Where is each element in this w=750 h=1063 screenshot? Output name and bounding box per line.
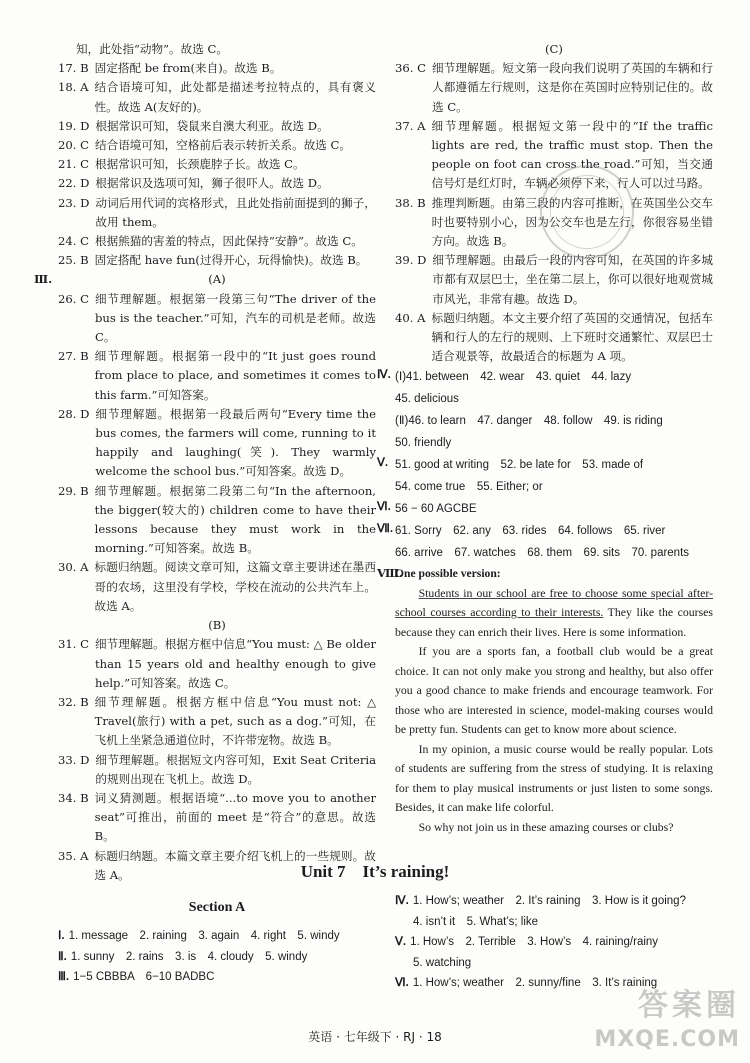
answer-line bbox=[58, 967, 376, 988]
answer-text: 1. message 2. raining 3. again 4. right 5. windy bbox=[68, 930, 340, 942]
roman-numeral: Ⅲ. bbox=[58, 971, 70, 983]
passage-label: (B) bbox=[208, 618, 226, 633]
item-number: 32. B bbox=[58, 694, 89, 709]
answer-line: (Ⅱ)46. to learn 47. danger 48. follow 49. is riding bbox=[395, 415, 663, 428]
answer-item bbox=[58, 136, 376, 155]
item-number: 38. B bbox=[395, 195, 426, 210]
item-number: 29. B bbox=[58, 483, 89, 498]
item-number: 27. B bbox=[58, 349, 89, 364]
item-explanation: 细节理解题。由最后一段的内容可知，在英国的许多城市都有双层巴士，坐在第二层上，你可以很好地观赏城市风光，非常有趣。故选 D。 bbox=[432, 253, 713, 306]
answer-item bbox=[58, 78, 376, 116]
item-number: 21. C bbox=[58, 157, 89, 172]
answer-line: 45. delicious bbox=[395, 393, 459, 406]
answer-item bbox=[395, 59, 713, 117]
essay-paragraph: If you are a sports fan, a football club would be a great choice. It can not only make you strong and healthy, but also offer you a good chance to make friends and encourage teamwork. For those who are interested in science, model-making courses would be pretty fun. Students can get to know more about science. bbox=[395, 644, 713, 737]
item-number: 22. D bbox=[58, 176, 90, 191]
item-number: 23. D bbox=[58, 195, 90, 210]
page-footer: 英语 · 七年级下 · RJ · 18 bbox=[308, 1030, 442, 1044]
answer-block bbox=[395, 932, 713, 973]
answer-block bbox=[377, 454, 713, 498]
item-number: 18. A bbox=[58, 80, 89, 95]
answer-item bbox=[58, 117, 376, 136]
item-explanation: 细节理解题。根据第二段第二句“In the afternoon, the bigger(较大的) children come to have their lessons because they must work in the morning.”可知答案。故选 B。 bbox=[94, 483, 376, 556]
answer-line: 54. come true 55. Either; or bbox=[395, 481, 543, 494]
roman-numeral: Ⅵ. bbox=[377, 501, 391, 514]
roman-numeral: Ⅰ. bbox=[58, 930, 65, 942]
writing-section bbox=[377, 564, 713, 837]
roman-numeral: Ⅱ. bbox=[58, 950, 67, 963]
answer-text: 1−5 CBBBA 6−10 BADBC bbox=[73, 971, 215, 983]
answer-text: 1. How’s 2. Terrible 3. How’s 4. raining/rainy bbox=[410, 936, 659, 948]
answer-text: 1. How’s; weather 2. It’s raining 3. How is it going? bbox=[412, 895, 686, 907]
unit-title: Unit 7 It’s raining! bbox=[300, 862, 450, 881]
item-number: 20. C bbox=[58, 138, 89, 153]
essay-label: One possible version: bbox=[395, 567, 501, 581]
item-explanation: 细节理解题。短文第一段向我们说明了英国的车辆和行人都遵循左行规则，这是你在英国时应特别记住的。故选 C。 bbox=[432, 61, 713, 114]
item-number: 25. B bbox=[58, 253, 89, 268]
answer-item bbox=[58, 405, 376, 482]
item-explanation: 细节理解题。根据短文第一段中的“If the traffic lights are red, the traffic must stop. Then the people on foot can cross the road.”可知，当交通信号灯是红灯时，车辆必须停下来，行人可以过马路。 bbox=[431, 118, 713, 191]
answer-line: 51. good at writing 52. be late for 53. made of bbox=[395, 459, 644, 472]
item-explanation: 结合语境可知，此处都是描述考拉特点的，具有褒义性。故选 A(友好的)。 bbox=[94, 80, 376, 114]
answer-item bbox=[58, 789, 376, 847]
answer-item bbox=[58, 290, 376, 348]
item-explanation: 细节理解题。根据第一段最后两句“Every time the bus comes, the farmers will come, running to it happily and laughing(笑). They warmly welcome the school bus.”可知答案。故选 D。 bbox=[95, 406, 376, 479]
essay bbox=[395, 584, 713, 838]
answer-text: 1. sunny 2. rains 3. is 4. cloudy 5. windy bbox=[70, 950, 308, 963]
item-number: 39. D bbox=[395, 253, 427, 268]
answer-line bbox=[58, 947, 376, 968]
watermark-text-bottom: MXQE.COM bbox=[594, 1027, 740, 1052]
answer-text: 5. watching bbox=[413, 956, 472, 969]
item-number: 31. C bbox=[58, 637, 89, 652]
answer-block bbox=[377, 520, 713, 564]
roman-numeral: Ⅳ. bbox=[377, 369, 391, 382]
essay-underlined-sentence: Students in our school are free to choose some special after-school courses according to their interests. bbox=[395, 585, 713, 620]
answer-line bbox=[395, 953, 713, 974]
answer-text: 1. How’s; weather 2. sunny/fine 3. It’s raining bbox=[412, 977, 658, 989]
essay-paragraph bbox=[395, 584, 713, 643]
roman-numeral: Ⅴ. bbox=[395, 936, 407, 948]
item-explanation: 固定搭配 have fun(过得开心，玩得愉快)。故选 B。 bbox=[94, 253, 368, 268]
answer-item bbox=[58, 251, 376, 270]
left-column bbox=[34, 40, 376, 885]
answer-item bbox=[58, 194, 376, 232]
item-explanation: 动词后用代词的宾格形式，且此处指前面提到的狮子，故用 them。 bbox=[95, 195, 376, 229]
item-explanation: 根据常识可知，袋鼠来自澳大利亚。故选 D。 bbox=[95, 118, 329, 133]
answer-item bbox=[58, 693, 376, 751]
item-explanation: 细节理解题。根据第一段第三句“The driver of the bus is the teacher.”可知，汽车的司机是老师。故选 C。 bbox=[95, 291, 376, 345]
watermark-logo bbox=[590, 990, 740, 1060]
section-a-title: Section A bbox=[188, 900, 246, 915]
item-explanation: 细节理解题。根据方框中信息“You must: △ Be older than 15 years old and healthy enough to give help.”可知答案。故选 C。 bbox=[95, 637, 376, 690]
item-explanation: 细节理解题。根据方框中信息“You must not: △ Travel(旅行) with a pet, such as a dog.”可知，在飞机上坐紧急通道位时，不许带宠物。故选 B。 bbox=[94, 694, 376, 748]
answer-text: 4. isn’t it 5. What’s; like bbox=[413, 915, 539, 928]
answer-item bbox=[58, 635, 376, 693]
answer-item bbox=[58, 174, 376, 193]
roman-numeral: Ⅳ. bbox=[395, 895, 409, 907]
passage-label: (A) bbox=[208, 272, 226, 287]
item-explanation: 结合语境可知，空格前后表示转折关系。故选 C。 bbox=[95, 138, 352, 153]
answer-line bbox=[395, 932, 713, 953]
answer-line: 50. friendly bbox=[395, 437, 452, 450]
roman-viii: Ⅷ. bbox=[377, 566, 404, 581]
answer-blocks bbox=[377, 366, 713, 564]
essay-first-rest: They like the courses because they can enrich their lives. Here is some information. bbox=[395, 605, 713, 639]
answer-line bbox=[58, 926, 376, 947]
item-explanation: 根据常识及选项可知，狮子很吓人。故选 D。 bbox=[95, 176, 329, 191]
passage-heading bbox=[58, 616, 376, 635]
item-number: 37. A bbox=[395, 118, 426, 133]
item-explanation: 推理判断题。由第三段的内容可推断，在英国坐公交车时也要特别小心，因为公交车也是左行，你很容易坐错方向。故选 B。 bbox=[431, 195, 713, 249]
answer-block bbox=[395, 891, 713, 932]
right-column bbox=[377, 40, 713, 837]
answer-line: 56 − 60 AGCBE bbox=[395, 503, 477, 516]
essay-paragraph: So why not join us in these amazing courses or clubs? bbox=[418, 819, 674, 834]
item-explanation: 细节理解题。根据第一段中的“It just goes round from place to place, and sometimes it comes to this farm.”可知答案。 bbox=[94, 349, 376, 402]
answer-item bbox=[58, 482, 376, 559]
answer-item bbox=[395, 251, 713, 309]
item-explanation: 根据常识可知，长颈鹿脖子长。故选 C。 bbox=[95, 157, 305, 172]
continued-text: 知，此处指“动物”。故选 C。 bbox=[76, 42, 228, 56]
item-number: 36. C bbox=[395, 61, 426, 76]
answer-item bbox=[58, 751, 376, 789]
watermark-text-top: 答案圈 bbox=[638, 988, 740, 1023]
item-explanation: 根据熊猫的害羞的特点，因此保持“安静”。故选 C。 bbox=[95, 234, 363, 249]
answer-block bbox=[377, 498, 713, 520]
section-a-answers bbox=[58, 926, 376, 988]
item-number: 35. A bbox=[58, 848, 89, 863]
item-number: 30. A bbox=[58, 560, 89, 575]
item-number: 33. D bbox=[58, 752, 90, 767]
answer-line: 66. arrive 67. watches 68. them 69. sits 70. parents bbox=[395, 547, 690, 560]
item-explanation: 标题归纳题。本篇文章主要介绍飞机上的一些规则。故选 A。 bbox=[94, 848, 376, 882]
essay-paragraph: In my opinion, a music course would be really popular. Lots of students are suffering from the stress of studying. It is relaxing for them to play musical instruments or just listen to some songs. Besides, it can make life colorful. bbox=[395, 741, 713, 815]
roman-numeral: Ⅵ. bbox=[395, 977, 409, 989]
answer-line bbox=[395, 891, 713, 912]
roman-numeral: Ⅶ. bbox=[377, 523, 394, 536]
section-a-answers-right bbox=[395, 891, 713, 994]
item-number: 28. D bbox=[58, 406, 90, 421]
section-c-heading: (C) bbox=[545, 42, 563, 56]
answer-line: (Ⅰ)41. between 42. wear 43. quiet 44. lazy bbox=[395, 371, 632, 384]
item-number: 17. B bbox=[58, 61, 89, 76]
item-number: 34. B bbox=[58, 790, 89, 805]
item-number: 24. C bbox=[58, 234, 89, 249]
item-number: 26. C bbox=[58, 291, 89, 306]
item-explanation: 细节理解题。根据短文内容可知，Exit Seat Criteria 的规则出现在飞机上。故选 D。 bbox=[95, 752, 376, 786]
roman-numeral: Ⅴ. bbox=[377, 457, 389, 470]
item-number: 19. D bbox=[58, 118, 90, 133]
answer-item bbox=[395, 309, 713, 367]
answer-item bbox=[58, 347, 376, 405]
answer-item bbox=[58, 558, 376, 616]
item-explanation: 标题归纳题。阅读文章可知，这篇文章主要讲述在墨西哥的农场，这里没有学校，学校在流动的公共汽车上。故选 A。 bbox=[94, 560, 376, 613]
answer-block bbox=[377, 366, 713, 454]
answer-line bbox=[395, 912, 713, 933]
answer-item bbox=[58, 155, 376, 174]
item-explanation: 词义猜测题。根据语境“...to move you to another seat”可推出，前面的 meet 是“符合”的意思。故选 B。 bbox=[94, 790, 376, 844]
answer-item bbox=[58, 232, 376, 251]
item-explanation: 固定搭配 be from(来自)。故选 B。 bbox=[94, 61, 282, 76]
passage-heading bbox=[34, 270, 376, 289]
answer-line: 61. Sorry 62. any 63. rides 64. follows 65. river bbox=[395, 525, 666, 538]
item-explanation: 标题归纳题。本文主要介绍了英国的交通情况，包括车辆和行人的左行的规则、上下班时交通繁忙、双层巴士适合观景等，故最适合的标题为 A 项。 bbox=[431, 310, 713, 364]
answer-item bbox=[58, 59, 376, 78]
item-number: 40. A bbox=[395, 310, 426, 325]
roman-numeral: Ⅲ. bbox=[34, 272, 53, 287]
